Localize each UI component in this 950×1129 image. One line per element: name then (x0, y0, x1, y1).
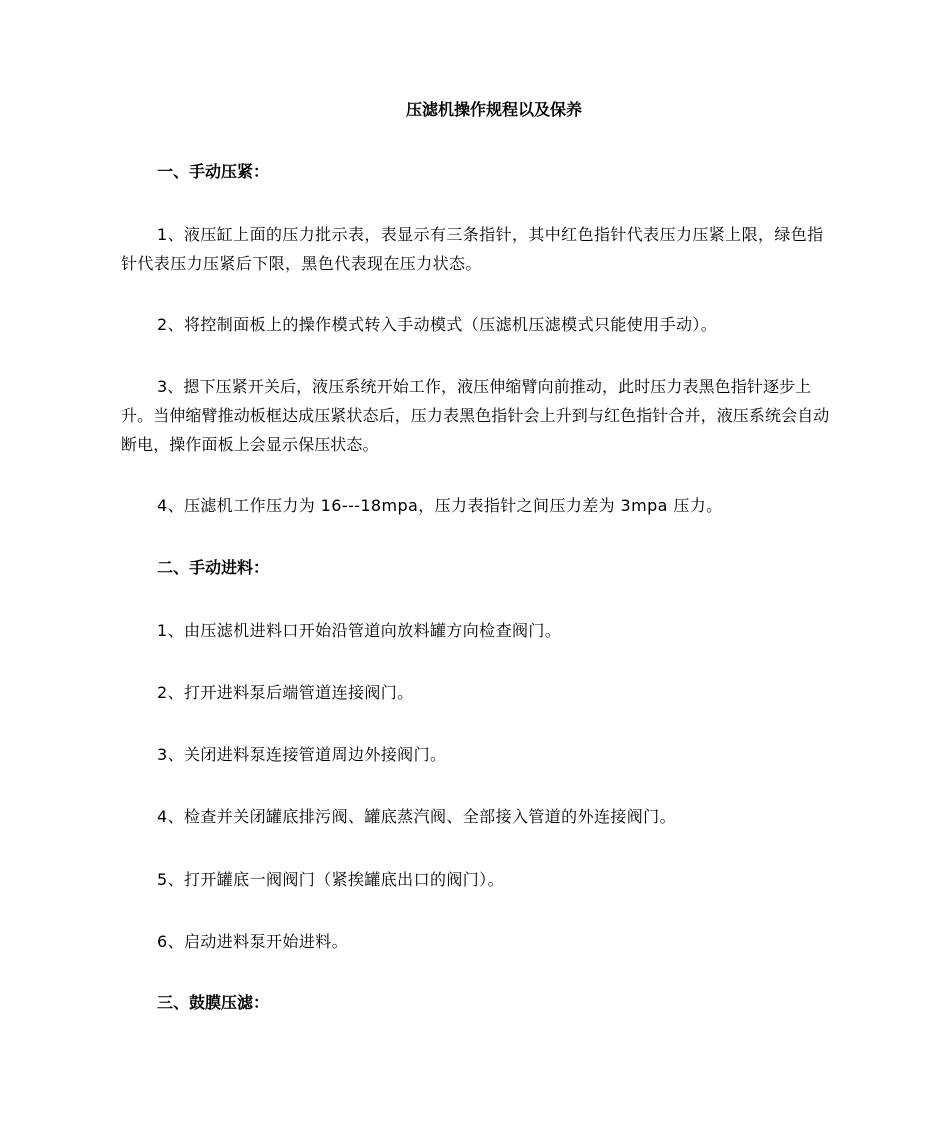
paragraph-2-3: 3、关闭进料泵连接管道周边外接阀门。 (157, 745, 447, 764)
section-heading-diaphragm-press: 三、鼓膜压滤： (157, 993, 270, 1012)
paragraph-2-5: 5、打开罐底一阀阀门（紧挨罐底出口的阀门）。 (157, 870, 504, 889)
paragraph-1-4: 4、压滤机工作压力为 16---18mpa，压力表指针之间压力差为 3mpa 压力。 (157, 496, 723, 515)
document-title: 压滤机操作规程以及保养 (405, 100, 582, 119)
paragraph-2-6: 6、启动进料泵开始进料。 (157, 932, 348, 951)
paragraph-2-1: 1、由压滤机进料口开始沿管道向放料罐方向检查阀门。 (157, 621, 562, 640)
paragraph-2-4: 4、检查并关闭罐底排污阀、罐底蒸汽阀、全部接入管道的外连接阀门。 (157, 807, 676, 826)
section-heading-manual-press: 一、手动压紧： (157, 162, 270, 181)
paragraph-1-2: 2、将控制面板上的操作模式转入手动模式（压滤机压滤模式只能使用手动）。 (157, 315, 718, 334)
section-heading-manual-feed: 二、手动进料： (157, 558, 270, 577)
paragraph-2-2: 2、打开进料泵后端管道连接阀门。 (157, 683, 414, 702)
paragraph-1-3: 3、摁下压紧开关后，液压系统开始工作，液压伸缩臂向前推动，此时压力表黑色指针逐步上升。当伸缩臂推动板框达成压紧状态后，压力表黑色指针会上升到与红色指针合并，液压系统会自动断电，操作面板上会显示保压状态。 (121, 377, 830, 454)
paragraph-1-1: 1、液压缸上面的压力批示表，表显示有三条指针，其中红色指针代表压力压紧上限，绿色指针代表压力压紧后下限，黑色代表现在压力状态。 (121, 225, 824, 273)
